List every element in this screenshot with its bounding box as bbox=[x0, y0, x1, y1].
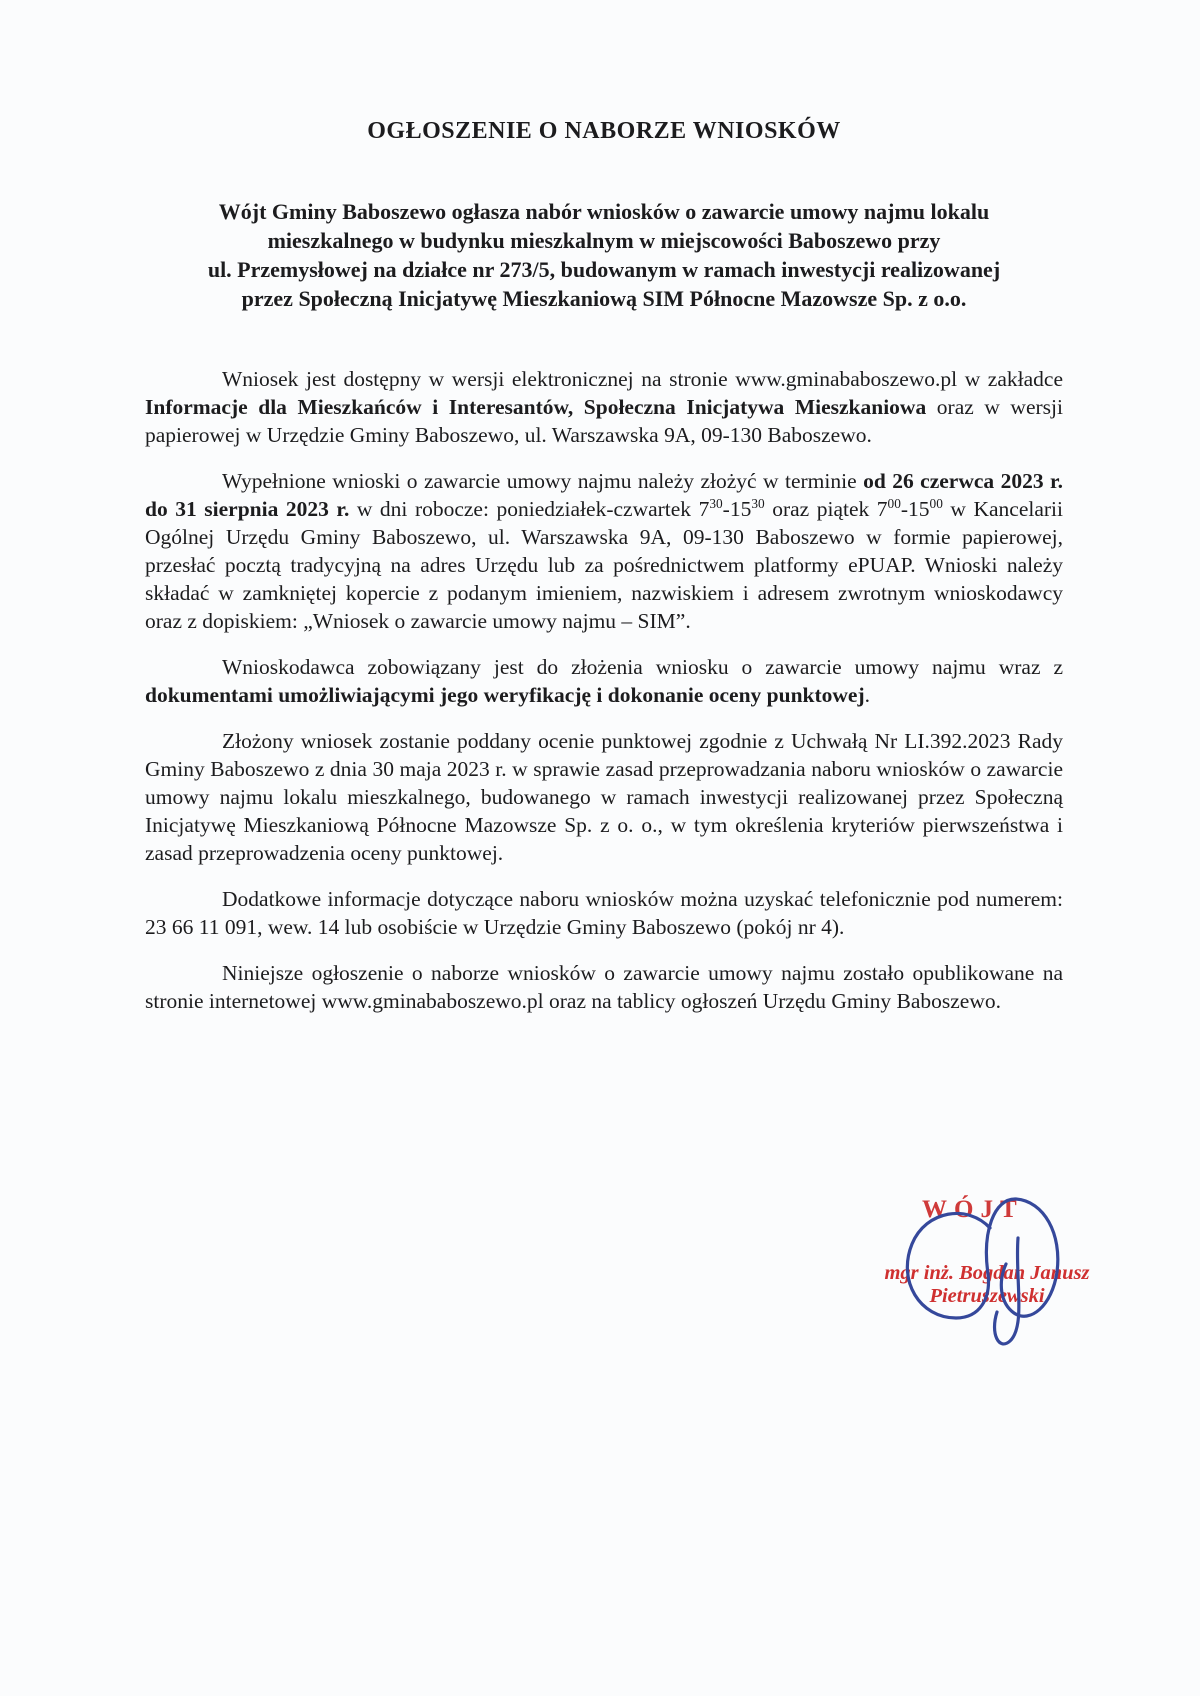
subtitle-line: przez Społeczną Inicjatywę Mieszkaniową SIM Północne Mazowsze Sp. z o.o. bbox=[241, 286, 967, 311]
document-body bbox=[145, 365, 1069, 1015]
subtitle-line: ul. Przemysłowej na działce nr 273/5, budowanym w ramach inwestycji realizowanej bbox=[207, 257, 1001, 282]
document-subtitle bbox=[145, 197, 1063, 313]
body-paragraph: Wypełnione wnioski o zawarcie umowy najmu należy złożyć w terminie od 26 czerwca 2023 r. do 31 sierpnia 2023 r. w dni robocze: poniedziałek-czwartek $7^{30}-15^{30}$ oraz piątek $7^{00}-15^{00}$ w Kancelarii Ogólnej Urzędu Gminy Baboszewo, ul. Warszawska 9A, 09-130 Baboszewo w formie papierowej, przesłać pocztą tradycyjną na adres Urzędu lub za pośrednictwem platformy ePUAP. Wnioski należy składać w zamkniętej kopercie z podanym imieniem, nazwiskiem i adresem zwrotnym wnioskodawcy oraz z dopiskiem: „Wniosek o zawarcie umowy najmu – SIM”. bbox=[145, 469, 1069, 633]
pen-signature-icon bbox=[872, 1186, 1112, 1356]
body-paragraph: Wniosek jest dostępny w wersji elektronicznej na stronie www.gminababoszewo.pl w zakładce Informacje dla Mieszkańców i Interesantów, Społeczna Inicjatywa Mieszkaniowa oraz w wersji papierowej w Urzędzie Gminy Baboszewo, ul. Warszawska 9A, 09-130 Baboszewo. bbox=[145, 367, 1069, 447]
body-paragraph: Złożony wniosek zostanie poddany ocenie punktowej zgodnie z Uchwałą Nr LI.392.2023 Rady Gminy Baboszewo z dnia 30 maja 2023 r. w sprawie zasad przeprowadzania naboru wniosków o zawarcie umowy najmu lokalu mieszkalnego, budowanego w ramach inwestycji realizowanej przez Społeczną Inicjatywę Mieszkaniową Północne Mazowsze Sp. z o. o., w tym określenia kryteriów pierwszeństwa i zasad przeprowadzenia oceny punktowej. bbox=[145, 729, 1069, 865]
subtitle-line: mieszkalnego w budynku mieszkalnym w miejscowości Baboszewo przy bbox=[267, 228, 941, 253]
body-paragraph: Dodatkowe informacje dotyczące naboru wniosków można uzyskać telefonicznie pod numerem: 23 66 11 091, wew. 14 lub osobiście w Urzędzie Gminy Baboszewo (pokój nr 4). bbox=[145, 887, 1069, 939]
signature-block bbox=[832, 1182, 1142, 1357]
page-title: OGŁOSZENIE O NABORZE WNIOSKÓW bbox=[367, 118, 841, 144]
body-paragraph: Wnioskodawca zobowiązany jest do złożenia wniosku o zawarcie umowy najmu wraz z dokumentami umożliwiającymi jego weryfikację i dokonanie oceny punktowej. bbox=[145, 655, 1069, 707]
signature-name: mgr inż. Bogdan Janusz Pietruszewski bbox=[884, 1262, 1090, 1307]
body-paragraph: Niniejsze ogłoszenie o naborze wniosków o zawarcie umowy najmu zostało opublikowane na stronie internetowej www.gminababoszewo.pl oraz na tablicy ogłoszeń Urzędu Gminy Baboszewo. bbox=[145, 961, 1069, 1013]
wojt-stamp-text: WÓJT bbox=[922, 1196, 1024, 1223]
subtitle-line: Wójt Gminy Baboszewo ogłasza nabór wniosków o zawarcie umowy najmu lokalu bbox=[218, 199, 990, 224]
